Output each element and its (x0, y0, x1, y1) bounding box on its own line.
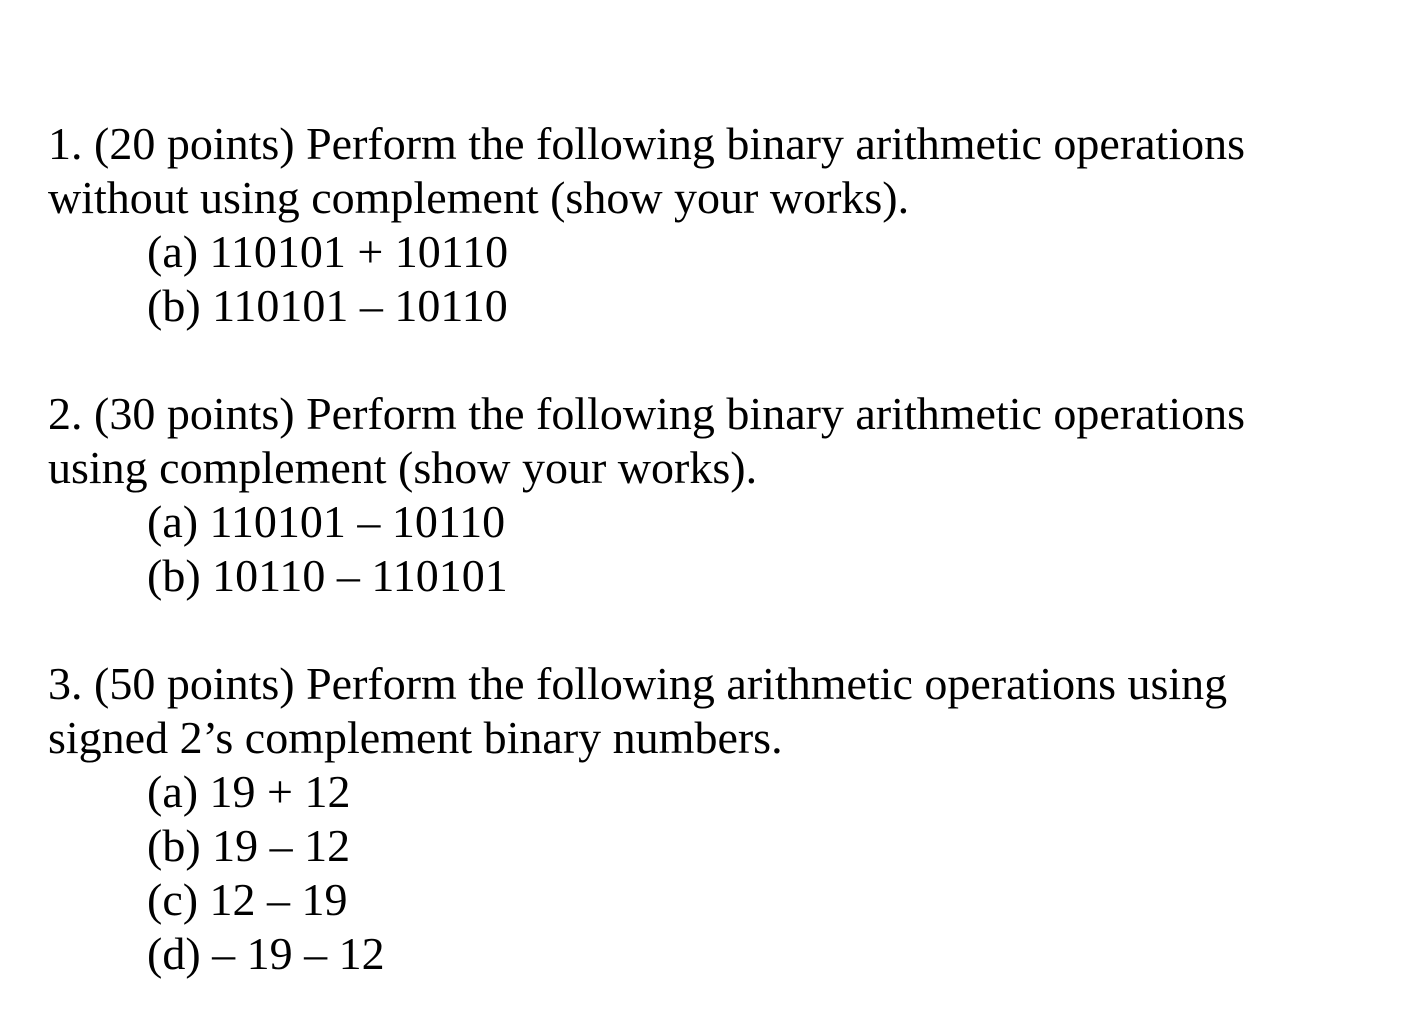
question-1-item-b: (b) 110101 – 10110 (147, 280, 508, 331)
question-3-item-d: (d) – 19 – 12 (147, 928, 385, 979)
question-2-prompt-line-1: 2. (30 points) Perform the following binary arithmetic operations (48, 388, 1246, 439)
question-2-item-b: (b) 10110 – 110101 (147, 550, 508, 601)
question-3-item-a: (a) 19 + 12 (147, 766, 351, 817)
question-1-prompt-line-2: without using complement (show your works). (48, 172, 910, 223)
question-1 (48, 117, 1378, 333)
question-2-prompt-line-2: using complement (show your works). (48, 442, 758, 493)
question-1-item-a: (a) 110101 + 10110 (147, 226, 509, 277)
question-3 (48, 657, 1378, 981)
question-3-prompt-line-1: 3. (50 points) Perform the following arithmetic operations using (48, 658, 1228, 709)
question-1-prompt-line-1: 1. (20 points) Perform the following binary arithmetic operations (48, 118, 1246, 169)
question-3-item-c: (c) 12 – 19 (147, 874, 348, 925)
question-3-item-b: (b) 19 – 12 (147, 820, 351, 871)
question-2-item-a: (a) 110101 – 10110 (147, 496, 506, 547)
question-2 (48, 387, 1378, 603)
question-3-prompt-line-2: signed 2’s complement binary numbers. (48, 712, 783, 763)
